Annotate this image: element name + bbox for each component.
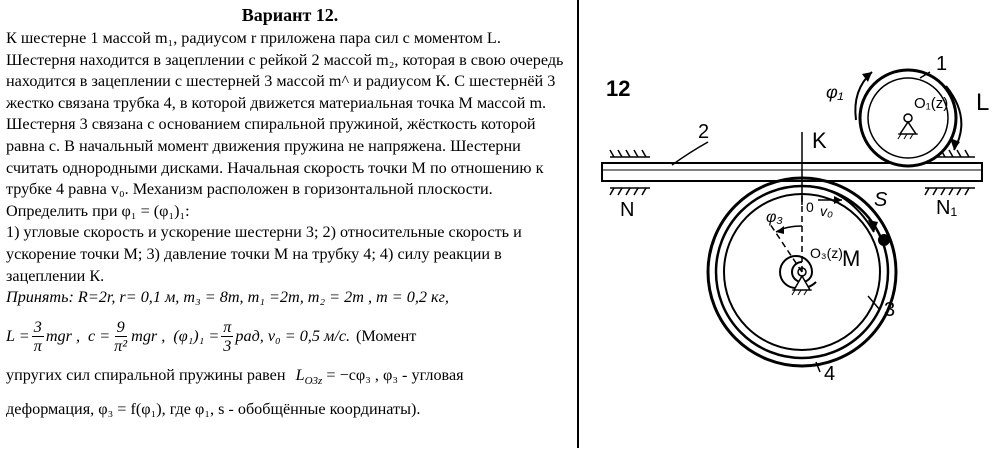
moment-rhs: = −cφ₃ , φ₃ - угловая bbox=[326, 365, 464, 384]
formula-c-fraction bbox=[112, 318, 129, 355]
moment-subscript: O3z bbox=[304, 374, 323, 387]
formula-moment-note: (Момент bbox=[356, 326, 417, 345]
formula-L-numerator: 3 bbox=[33, 318, 42, 337]
formula-phi-tail: рад, v₀ = 0,5 м/с. bbox=[235, 326, 351, 345]
moment-line-text: упругих сил спиральной пружины равен bbox=[6, 365, 286, 384]
formula-c-numerator: 9 bbox=[116, 318, 125, 337]
problem-statement: К шестерне 1 массой m₁, радиусом r приложена пара сил с моментом L. Шестерня находится в зацеплении с рейкой 2 массой m₂, которая в свою очередь находится в зацеплении с шестерней 3 массой m^ и радиусом К. С шестернёй 3 жестко связана трубка 4, в которой движется материальная точка М массой m. Шестерня 3 связана с основанием спиральной пружиной, жёсткость которой равна c. В начальный момент движения пружина не напряжена. Шестерни считать однородными дисками. Начальная скорость точки М по отношению к трубке 4 равна v₀. Механизм расположен в горизонтальной плоскости. Определить при φ₁ = (φ₁)₁: bbox=[6, 29, 564, 220]
formula-c-denominator: π² bbox=[114, 337, 128, 356]
formula-c-lhs: c = bbox=[88, 326, 111, 345]
formula-row bbox=[6, 311, 574, 363]
moment-line bbox=[6, 365, 574, 393]
point-M bbox=[878, 234, 890, 246]
problem-text bbox=[6, 4, 574, 420]
formula-L-tail: mgr , bbox=[45, 326, 80, 345]
label-N1: N₁ bbox=[936, 197, 958, 219]
label-gear-3: 3 bbox=[884, 299, 896, 321]
label-rack-2: 2 bbox=[698, 121, 710, 143]
label-L: L bbox=[976, 89, 990, 116]
label-M: M bbox=[842, 246, 861, 271]
problem-tasks: 1) угловые скорость и ускорение шестерни 3; 2) относительные скорость и ускорение точки М; 3) давление точки М на трубку 4; 4) силу реакции в зацеплении К. bbox=[6, 223, 522, 285]
formula-phi-fraction bbox=[221, 318, 233, 355]
ground-hatch-right-bottom bbox=[925, 188, 975, 195]
label-O1: O₁(z) bbox=[914, 95, 949, 112]
ground-hatch-left-bottom bbox=[610, 188, 650, 195]
label-gear-1: 1 bbox=[936, 53, 948, 75]
variant-title: Вариант 12. bbox=[241, 5, 339, 25]
label-N: N bbox=[620, 199, 635, 221]
diagram-variant-number: 12 bbox=[606, 76, 631, 101]
formula-phi-lhs: (φ₁)₁ = bbox=[173, 326, 220, 345]
ground-hatch-left-top bbox=[610, 150, 650, 157]
formula-phi-numerator: π bbox=[223, 318, 232, 337]
mechanism-svg bbox=[580, 0, 1000, 448]
phi3-arrowhead bbox=[776, 226, 784, 234]
moment-symbol: L bbox=[295, 365, 305, 384]
formula-c-tail: mgr , bbox=[131, 326, 166, 345]
phi3-dashed-radius bbox=[770, 224, 802, 272]
label-phi3: φ₃ bbox=[766, 209, 783, 226]
given-values: Принять: R=2r, r= 0,1 м, m₃ = 8m, m₁ =2m, m₂ = 2m , m = 0,2 кг, bbox=[6, 288, 449, 307]
label-0: 0 bbox=[806, 199, 814, 215]
label-v0: v₀ bbox=[820, 203, 833, 219]
label-phi1: φ₁ bbox=[826, 82, 844, 102]
moment-expression bbox=[295, 365, 323, 387]
gear-3-support bbox=[794, 276, 810, 290]
column-divider bbox=[577, 0, 579, 448]
deformation-line: деформация, φ₃ = f(φ₁), где φ₁, s - обобщённые координаты). bbox=[6, 399, 421, 418]
label-K: K bbox=[812, 128, 827, 153]
label-O3: O₃(z) bbox=[810, 245, 843, 261]
mechanism-diagram bbox=[580, 0, 1000, 448]
label-tube-4: 4 bbox=[824, 363, 836, 385]
leader-rack-2 bbox=[672, 142, 708, 165]
formula-L-denominator: π bbox=[33, 337, 42, 356]
label-S: S bbox=[874, 189, 888, 211]
formula-L-lhs: L = bbox=[6, 326, 30, 345]
leader-gear-3 bbox=[868, 296, 880, 310]
formula-L-fraction bbox=[32, 318, 44, 355]
formula-phi-denominator: 3 bbox=[223, 337, 232, 356]
